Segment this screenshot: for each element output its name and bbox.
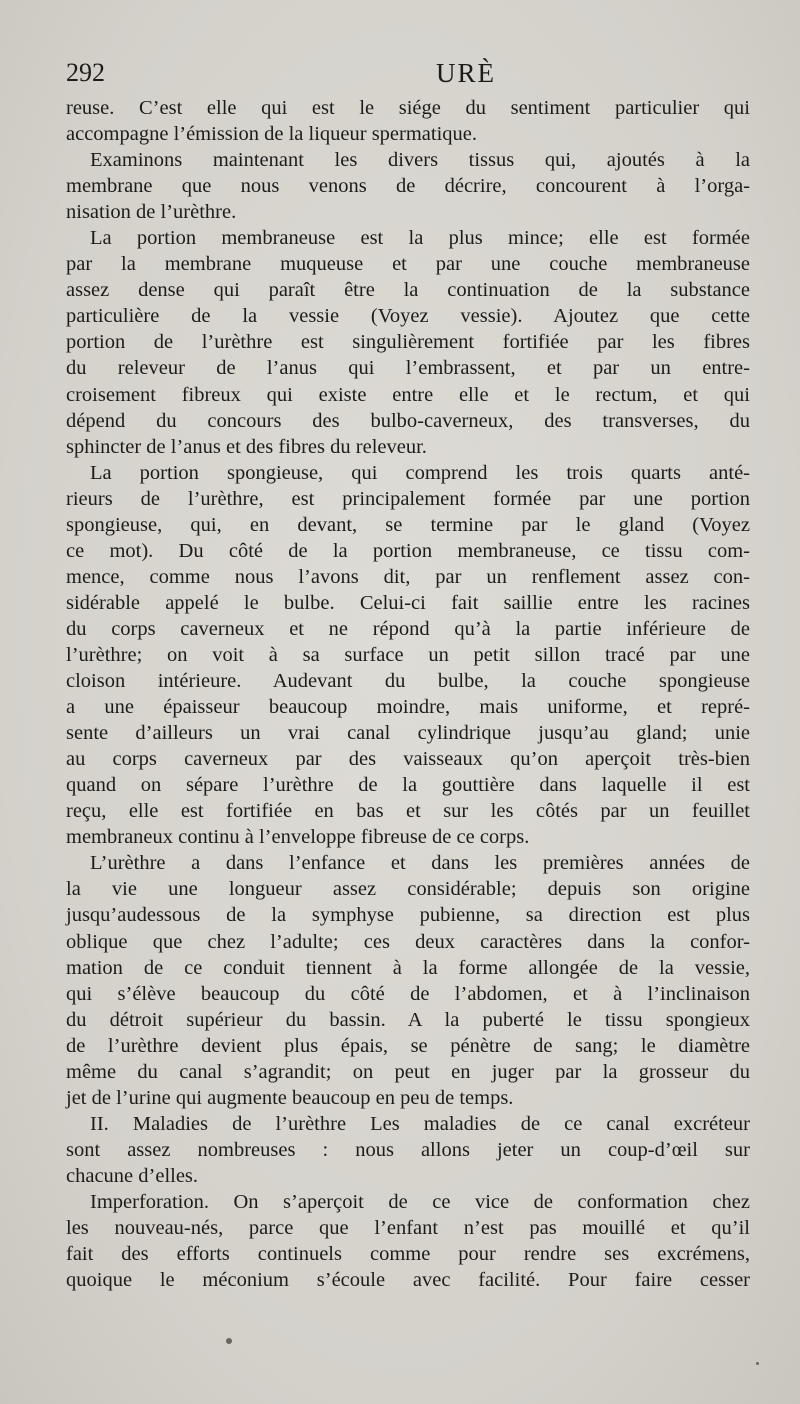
body-text [66, 95, 750, 1293]
text-line: chacune d’elles. [66, 1164, 199, 1187]
text-line: quoique le méconium s’écoule avec facilité. Pour faire cesser [66, 1269, 750, 1292]
text-line: Examinons maintenant les divers tissus qui, ajoutés à la [90, 149, 750, 172]
text-line: sidérable appelé le bulbe. Celui-ci fait saillie entre les racines [66, 591, 750, 614]
text-line: II. Maladies de l’urèthre Les maladies de ce canal excréteur [90, 1112, 750, 1135]
text-line: La portion spongieuse, qui comprend les trois quarts anté- [90, 461, 750, 484]
text-line: même du canal s’agrandit; on peut en juger par la grosseur du [66, 1060, 750, 1083]
text-line: oblique que chez l’adulte; ces deux caractères dans la confor- [66, 930, 750, 953]
text-line: les nouveau-nés, parce que l’enfant n’est pas mouillé et qu’il [66, 1217, 750, 1240]
page-number: 292 [66, 58, 105, 87]
text-line: a une épaisseur beaucoup moindre, mais uniforme, et repré- [66, 696, 750, 719]
text-line: fait des efforts continuels comme pour rendre ses excrémens, [66, 1243, 750, 1266]
ink-speck [756, 1362, 759, 1365]
text-line: nisation de l’urèthre. [66, 201, 237, 224]
text-line: du releveur de l’anus qui l’embrassent, et par un entre- [66, 357, 750, 380]
text-line: Imperforation. On s’aperçoit de ce vice de conformation chez [90, 1190, 750, 1213]
text-line: du corps caverneux et ne répond qu’à la partie inférieure de [66, 617, 750, 640]
text-line: particulière de la vessie (Voyez vessie). Ajoutez que cette [66, 305, 750, 328]
text-line: qui s’élève beaucoup du côté de l’abdomen, et à l’inclinaison [66, 982, 750, 1005]
text-line: ce mot). Du côté de la portion membraneuse, ce tissu com- [66, 539, 750, 562]
text-line: mence, comme nous l’avons dit, par un renflement assez con- [66, 565, 750, 588]
text-line: accompagne l’émission de la liqueur spermatique. [66, 123, 478, 146]
text-line: spongieuse, qui, en devant, se termine par le gland (Voyez [66, 513, 750, 536]
running-head: URÈ [436, 58, 496, 88]
text-line: assez dense qui paraît être la continuation de la substance [66, 279, 750, 302]
text-line: dépend du concours des bulbo-caverneux, des transverses, du [66, 409, 750, 432]
text-line: membrane que nous venons de décrire, concourent à l’orga- [66, 175, 750, 198]
text-line: cloison intérieure. Audevant du bulbe, la couche spongieuse [66, 670, 750, 693]
text-line: au corps caverneux par des vaisseaux qu’on aperçoit très-bien [66, 748, 750, 771]
text-line: de l’urèthre devient plus épais, se pénètre de sang; le diamètre [66, 1034, 750, 1057]
text-line: jusqu’audessous de la symphyse pubienne, sa direction est plus [66, 904, 750, 927]
text-line: par la membrane muqueuse et par une couche membraneuse [66, 253, 750, 276]
text-line: sont assez nombreuses : nous allons jeter un coup-d’œil sur [66, 1138, 750, 1161]
ink-speck [226, 1338, 232, 1344]
text-line: la vie une longueur assez considérable; depuis son origine [66, 878, 750, 901]
text-line: du détroit supérieur du bassin. A la puberté le tissu spongieux [66, 1008, 750, 1031]
text-line: reçu, elle est fortifiée en bas et sur les côtés par un feuillet [66, 800, 750, 823]
text-line: portion de l’urèthre est singulièrement fortifiée par les fibres [66, 331, 750, 354]
text-line: mation de ce conduit tiennent à la forme allongée de la vessie, [66, 956, 750, 979]
text-line: quand on sépare l’urèthre de la gouttière dans laquelle il est [66, 774, 750, 797]
page-header [66, 58, 746, 94]
text-line: sente d’ailleurs un vrai canal cylindrique jusqu’au gland; unie [66, 722, 750, 745]
text-line: jet de l’urine qui augmente beaucoup en peu de temps. [66, 1086, 514, 1109]
text-line: reuse. C’est elle qui est le siége du sentiment particulier qui [66, 97, 750, 119]
text-line: croisement fibreux qui existe entre elle et le rectum, et qui [66, 383, 750, 406]
text-line: l’urèthre; on voit à sa surface un petit sillon tracé par une [66, 643, 750, 666]
text-line: membraneux continu à l’enveloppe fibreuse de ce corps. [66, 826, 530, 849]
text-line: L’urèthre a dans l’enfance et dans les premières années de [90, 852, 750, 875]
text-line: La portion membraneuse est la plus mince; elle est formée [90, 227, 750, 250]
text-line: rieurs de l’urèthre, est principalement formée par une portion [66, 487, 750, 510]
text-line: sphincter de l’anus et des fibres du releveur. [66, 435, 427, 458]
